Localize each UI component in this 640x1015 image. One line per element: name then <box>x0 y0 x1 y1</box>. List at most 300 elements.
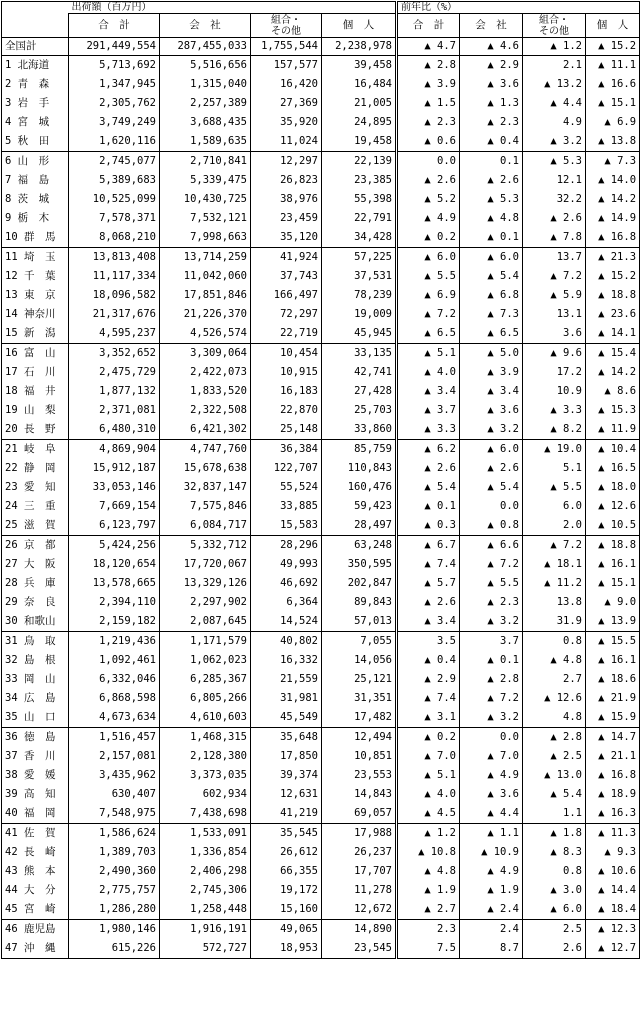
yoy-col-header-total: 合 計 <box>397 14 460 38</box>
value-individual: 89,843 <box>322 593 397 612</box>
value-union: 37,743 <box>251 267 322 286</box>
yoy-union: ▲ 2.5 <box>523 747 586 766</box>
value-union: 49,993 <box>251 555 322 574</box>
yoy-individual: ▲ 9.3 <box>586 843 640 862</box>
yoy-company: ▲ 7.2 <box>460 555 523 574</box>
value-union: 35,920 <box>251 113 322 132</box>
yoy-total: ▲ 3.7 <box>397 401 460 420</box>
prefecture-name: 9 栃 木 <box>2 209 69 228</box>
value-individual: 10,851 <box>322 747 397 766</box>
value-individual: 21,005 <box>322 94 397 113</box>
yoy-company: 8.7 <box>460 939 523 959</box>
value-total: 3,749,249 <box>69 113 160 132</box>
yoy-company: 2.4 <box>460 920 523 940</box>
value-union: 122,707 <box>251 459 322 478</box>
yoy-total: ▲ 2.6 <box>397 171 460 190</box>
value-union: 10,915 <box>251 363 322 382</box>
yoy-total: ▲ 4.9 <box>397 209 460 228</box>
yoy-union: ▲ 13.0 <box>523 766 586 785</box>
value-union: 45,549 <box>251 708 322 728</box>
yoy-company: ▲ 2.9 <box>460 56 523 76</box>
value-total: 1,286,280 <box>69 900 160 920</box>
value-total: 11,117,334 <box>69 267 160 286</box>
yoy-union: 2.0 <box>523 516 586 536</box>
value-company: 1,336,854 <box>160 843 251 862</box>
prefecture-name: 10 群 馬 <box>2 228 69 248</box>
prefecture-row <box>2 305 640 324</box>
prefecture-name: 28 兵 庫 <box>2 574 69 593</box>
yoy-union: ▲ 8.2 <box>523 420 586 440</box>
value-total: 1,586,624 <box>69 824 160 844</box>
prefecture-name: 37 香 川 <box>2 747 69 766</box>
yoy-individual: ▲ 12.7 <box>586 939 640 959</box>
yoy-union: 10.9 <box>523 382 586 401</box>
value-company: 5,332,712 <box>160 536 251 556</box>
value-union: 46,692 <box>251 574 322 593</box>
yoy-company: ▲ 4.8 <box>460 209 523 228</box>
value-individual: 57,225 <box>322 248 397 268</box>
yoy-company: ▲ 7.2 <box>460 689 523 708</box>
value-individual: 16,484 <box>322 75 397 94</box>
yoy-union: ▲ 5.4 <box>523 785 586 804</box>
prefecture-row <box>2 593 640 612</box>
value-company: 17,720,067 <box>160 555 251 574</box>
yoy-company: 3.7 <box>460 632 523 652</box>
value-union: 6,364 <box>251 593 322 612</box>
prefecture-name: 5 秋 田 <box>2 132 69 152</box>
yoy-col-header-union: 組合・ その他 <box>523 14 586 38</box>
yoy-col-header-company: 会 社 <box>460 14 523 38</box>
yoy-individual: ▲ 16.1 <box>586 555 640 574</box>
prefecture-name: 21 岐 阜 <box>2 440 69 460</box>
prefecture-row <box>2 612 640 632</box>
value-individual: 23,553 <box>322 766 397 785</box>
yoy-individual: ▲ 18.4 <box>586 900 640 920</box>
yoy-company: ▲ 4.9 <box>460 862 523 881</box>
prefecture-row <box>2 459 640 478</box>
value-company: 1,171,579 <box>160 632 251 652</box>
yoy-company: ▲ 1.9 <box>460 881 523 900</box>
value-union: 40,802 <box>251 632 322 652</box>
value-total: 21,317,676 <box>69 305 160 324</box>
value-union: 55,524 <box>251 478 322 497</box>
value-company: 1,916,191 <box>160 920 251 940</box>
yoy-union: ▲ 3.3 <box>523 401 586 420</box>
value-individual: 37,531 <box>322 267 397 286</box>
value-individual: 33,860 <box>322 420 397 440</box>
prefecture-name: 25 滋 賀 <box>2 516 69 536</box>
yoy-individual: ▲ 11.1 <box>586 56 640 76</box>
value-total: 5,389,683 <box>69 171 160 190</box>
value-company: 17,851,846 <box>160 286 251 305</box>
yoy-company: ▲ 1.1 <box>460 824 523 844</box>
prefecture-name: 19 山 梨 <box>2 401 69 420</box>
yoy-total: ▲ 6.5 <box>397 324 460 344</box>
value-individual: 11,278 <box>322 881 397 900</box>
value-total: 1,389,703 <box>69 843 160 862</box>
value-union: 35,120 <box>251 228 322 248</box>
yoy-individual: ▲ 14.4 <box>586 881 640 900</box>
yoy-individual: ▲ 16.6 <box>586 75 640 94</box>
value-union: 11,024 <box>251 132 322 152</box>
value-union: 12,631 <box>251 785 322 804</box>
prefecture-row <box>2 728 640 748</box>
yoy-individual: ▲ 7.3 <box>586 152 640 172</box>
yoy-total: ▲ 5.4 <box>397 478 460 497</box>
yoy-union: ▲ 6.0 <box>523 900 586 920</box>
value-union: 41,924 <box>251 248 322 268</box>
prefecture-name: 45 宮 崎 <box>2 900 69 920</box>
yoy-company: ▲ 3.9 <box>460 363 523 382</box>
yoy-union: ▲ 9.6 <box>523 344 586 364</box>
prefecture-row <box>2 670 640 689</box>
value-total: 6,480,310 <box>69 420 160 440</box>
prefecture-row <box>2 75 640 94</box>
yoy-union: 13.8 <box>523 593 586 612</box>
national-total-row <box>2 38 640 56</box>
value-union: 36,384 <box>251 440 322 460</box>
value-total: 1,516,457 <box>69 728 160 748</box>
yoy-union: 0.8 <box>523 632 586 652</box>
yoy-total: ▲ 4.0 <box>397 785 460 804</box>
value-total: 15,912,187 <box>69 459 160 478</box>
value-union: 16,332 <box>251 651 322 670</box>
value-company: 13,329,126 <box>160 574 251 593</box>
yoy-individual: ▲ 10.5 <box>586 516 640 536</box>
yoy-total: ▲ 10.8 <box>397 843 460 862</box>
col-header-individual: 個 人 <box>322 14 397 38</box>
prefecture-name: 44 大 分 <box>2 881 69 900</box>
prefecture-name: 17 石 川 <box>2 363 69 382</box>
value-total: 2,394,110 <box>69 593 160 612</box>
prefecture-row <box>2 632 640 652</box>
value-individual: 23,545 <box>322 939 397 959</box>
yoy-total: ▲ 5.1 <box>397 344 460 364</box>
yoy-company: ▲ 2.8 <box>460 670 523 689</box>
yoy-total: ▲ 5.1 <box>397 766 460 785</box>
prefecture-row <box>2 420 640 440</box>
prefecture-row <box>2 267 640 286</box>
value-company: 1,589,635 <box>160 132 251 152</box>
prefecture-row <box>2 824 640 844</box>
yoy-company: ▲ 6.0 <box>460 440 523 460</box>
value-company: 32,837,147 <box>160 478 251 497</box>
value-company: 2,087,645 <box>160 612 251 632</box>
value-company: 4,747,760 <box>160 440 251 460</box>
yoy-individual: ▲ 8.6 <box>586 382 640 401</box>
yoy-individual: ▲ 12.6 <box>586 497 640 516</box>
prefecture-row <box>2 324 640 344</box>
yoy-union: ▲ 18.1 <box>523 555 586 574</box>
table-body <box>2 38 640 959</box>
value-total: 2,371,081 <box>69 401 160 420</box>
yoy-individual: ▲ 14.7 <box>586 728 640 748</box>
value-individual: 25,121 <box>322 670 397 689</box>
value-individual: 17,988 <box>322 824 397 844</box>
value-company: 2,422,073 <box>160 363 251 382</box>
row-name: 全国計 <box>2 38 69 56</box>
value-company: 6,285,367 <box>160 670 251 689</box>
value-individual: 28,497 <box>322 516 397 536</box>
yoy-individual: ▲ 16.8 <box>586 228 640 248</box>
value-union: 31,981 <box>251 689 322 708</box>
value-company: 2,710,841 <box>160 152 251 172</box>
yoy-total: ▲ 2.3 <box>397 113 460 132</box>
prefecture-row <box>2 574 640 593</box>
yoy-individual: ▲ 14.9 <box>586 209 640 228</box>
value-total: 18,096,582 <box>69 286 160 305</box>
yoy-total: ▲ 1.9 <box>397 881 460 900</box>
yoy-union: 3.6 <box>523 324 586 344</box>
value-total: 1,877,132 <box>69 382 160 401</box>
value-total: 13,578,665 <box>69 574 160 593</box>
prefecture-row <box>2 440 640 460</box>
value-company: 11,042,060 <box>160 267 251 286</box>
value-union: 72,297 <box>251 305 322 324</box>
prefecture-row <box>2 862 640 881</box>
value-union: 19,172 <box>251 881 322 900</box>
yoy-individual: ▲ 18.8 <box>586 286 640 305</box>
yoy-individual: ▲ 15.3 <box>586 401 640 420</box>
value-total: 5,713,692 <box>69 56 160 76</box>
value-individual: 14,056 <box>322 651 397 670</box>
yoy-individual: ▲ 15.9 <box>586 708 640 728</box>
yoy-company: ▲ 0.1 <box>460 651 523 670</box>
yoy-total: ▲ 2.7 <box>397 900 460 920</box>
yoy-company: 0.1 <box>460 152 523 172</box>
prefecture-row <box>2 209 640 228</box>
col-header-total: 合 計 <box>69 14 160 38</box>
yoy-col-header-individual: 個 人 <box>586 14 640 38</box>
value-total: 6,123,797 <box>69 516 160 536</box>
yoy-total: ▲ 3.1 <box>397 708 460 728</box>
value-total: 7,578,371 <box>69 209 160 228</box>
value-union: 26,823 <box>251 171 322 190</box>
yoy-total: ▲ 0.2 <box>397 228 460 248</box>
yoy-individual: ▲ 23.6 <box>586 305 640 324</box>
value-company: 2,128,380 <box>160 747 251 766</box>
value-total: 4,595,237 <box>69 324 160 344</box>
yoy-total: ▲ 5.5 <box>397 267 460 286</box>
col-header-union: 組合・ その他 <box>251 14 322 38</box>
value-individual: 42,741 <box>322 363 397 382</box>
prefecture-name: 15 新 潟 <box>2 324 69 344</box>
prefecture-row <box>2 785 640 804</box>
yoy-individual: ▲ 14.2 <box>586 190 640 209</box>
value-union: 66,355 <box>251 862 322 881</box>
value-union: 166,497 <box>251 286 322 305</box>
value-company: 15,678,638 <box>160 459 251 478</box>
yoy-individual: ▲ 18.8 <box>586 536 640 556</box>
prefecture-name: 16 富 山 <box>2 344 69 364</box>
value-individual: 59,423 <box>322 497 397 516</box>
yoy-company: ▲ 3.6 <box>460 785 523 804</box>
yoy-company: ▲ 3.2 <box>460 420 523 440</box>
yoy-total: 7.5 <box>397 939 460 959</box>
value-union: 35,545 <box>251 824 322 844</box>
value-company: 1,258,448 <box>160 900 251 920</box>
yoy-total: ▲ 6.9 <box>397 286 460 305</box>
value-individual: 24,895 <box>322 113 397 132</box>
value-total: 2,159,182 <box>69 612 160 632</box>
yoy-company: ▲ 0.8 <box>460 516 523 536</box>
prefecture-row <box>2 747 640 766</box>
value-total: 615,226 <box>69 939 160 959</box>
prefecture-name: 7 福 島 <box>2 171 69 190</box>
value-company: 6,084,717 <box>160 516 251 536</box>
yoy-union: ▲ 8.3 <box>523 843 586 862</box>
prefecture-row <box>2 804 640 824</box>
value-total: 2,775,757 <box>69 881 160 900</box>
yoy-union: ▲ 19.0 <box>523 440 586 460</box>
prefecture-name: 39 高 知 <box>2 785 69 804</box>
prefecture-name: 41 佐 賀 <box>2 824 69 844</box>
value-individual: 12,672 <box>322 900 397 920</box>
yoy-union: 32.2 <box>523 190 586 209</box>
yoy-union: 13.7 <box>523 248 586 268</box>
yoy-total: ▲ 6.2 <box>397 440 460 460</box>
yoy-company: 0.0 <box>460 728 523 748</box>
yoy-total: ▲ 0.3 <box>397 516 460 536</box>
prefecture-name: 35 山 口 <box>2 708 69 728</box>
value-company: 1,315,040 <box>160 75 251 94</box>
value-company: 7,438,698 <box>160 804 251 824</box>
value-company: 3,373,035 <box>160 766 251 785</box>
value-total: 33,053,146 <box>69 478 160 497</box>
yoy-union: 6.0 <box>523 497 586 516</box>
yoy-total: ▲ 2.8 <box>397 56 460 76</box>
yoy-individual: ▲ 16.3 <box>586 804 640 824</box>
prefecture-row <box>2 113 640 132</box>
value-union: 33,885 <box>251 497 322 516</box>
yoy-total: ▲ 6.0 <box>397 248 460 268</box>
prefecture-row <box>2 228 640 248</box>
yoy-individual: ▲ 11.9 <box>586 420 640 440</box>
prefecture-row <box>2 651 640 670</box>
prefecture-row <box>2 152 640 172</box>
value-company: 2,257,389 <box>160 94 251 113</box>
value-union: 10,454 <box>251 344 322 364</box>
yoy-total: ▲ 7.4 <box>397 555 460 574</box>
value-company: 7,998,663 <box>160 228 251 248</box>
value-total: 6,868,598 <box>69 689 160 708</box>
yoy-union: ▲ 13.2 <box>523 75 586 94</box>
value-individual: 7,055 <box>322 632 397 652</box>
value-union: 35,648 <box>251 728 322 748</box>
value-company: 6,805,266 <box>160 689 251 708</box>
value-individual: 14,890 <box>322 920 397 940</box>
yoy-total: ▲ 3.4 <box>397 612 460 632</box>
value-total: 5,424,256 <box>69 536 160 556</box>
yoy-total: ▲ 6.7 <box>397 536 460 556</box>
yoy-union: ▲ 5.3 <box>523 152 586 172</box>
yoy-company: ▲ 2.6 <box>460 171 523 190</box>
yoy-individual: ▲ 9.0 <box>586 593 640 612</box>
yoy-union: 12.1 <box>523 171 586 190</box>
yoy-total: ▲ 0.2 <box>397 728 460 748</box>
yoy-union: 4.8 <box>523 708 586 728</box>
value-individual: 22,139 <box>322 152 397 172</box>
yoy-total: 3.5 <box>397 632 460 652</box>
value-company: 287,455,033 <box>160 38 251 56</box>
yoy-individual: ▲ 14.2 <box>586 363 640 382</box>
yoy-individual: ▲ 15.2 <box>586 38 640 56</box>
value-individual: 27,428 <box>322 382 397 401</box>
corner-cell <box>2 2 69 14</box>
value-company: 2,297,902 <box>160 593 251 612</box>
yoy-union: ▲ 7.2 <box>523 536 586 556</box>
value-total: 4,673,634 <box>69 708 160 728</box>
prefecture-name: 1 北海道 <box>2 56 69 76</box>
prefecture-row <box>2 497 640 516</box>
yoy-union: 13.1 <box>523 305 586 324</box>
value-individual: 69,057 <box>322 804 397 824</box>
value-individual: 17,482 <box>322 708 397 728</box>
yoy-company: ▲ 3.6 <box>460 401 523 420</box>
yoy-total: ▲ 0.4 <box>397 651 460 670</box>
value-total: 291,449,554 <box>69 38 160 56</box>
prefecture-name: 26 京 都 <box>2 536 69 556</box>
prefecture-row <box>2 190 640 209</box>
yoy-company: ▲ 0.1 <box>460 228 523 248</box>
prefecture-row <box>2 536 640 556</box>
yoy-union: 0.8 <box>523 862 586 881</box>
value-union: 25,148 <box>251 420 322 440</box>
prefecture-row <box>2 920 640 940</box>
yoy-company: ▲ 1.3 <box>460 94 523 113</box>
value-individual: 22,791 <box>322 209 397 228</box>
value-individual: 19,009 <box>322 305 397 324</box>
value-total: 13,813,408 <box>69 248 160 268</box>
value-union: 39,374 <box>251 766 322 785</box>
value-union: 28,296 <box>251 536 322 556</box>
value-company: 13,714,259 <box>160 248 251 268</box>
value-individual: 31,351 <box>322 689 397 708</box>
value-company: 1,533,091 <box>160 824 251 844</box>
value-company: 1,062,023 <box>160 651 251 670</box>
value-total: 1,620,116 <box>69 132 160 152</box>
prefecture-row <box>2 401 640 420</box>
value-total: 630,407 <box>69 785 160 804</box>
yoy-union: 31.9 <box>523 612 586 632</box>
prefecture-name: 13 東 京 <box>2 286 69 305</box>
yoy-total: 0.0 <box>397 152 460 172</box>
yoy-company: ▲ 4.4 <box>460 804 523 824</box>
value-union: 23,459 <box>251 209 322 228</box>
yoy-individual: ▲ 15.4 <box>586 344 640 364</box>
value-company: 7,575,846 <box>160 497 251 516</box>
yoy-individual: ▲ 11.3 <box>586 824 640 844</box>
value-total: 7,669,154 <box>69 497 160 516</box>
yoy-company: ▲ 2.4 <box>460 900 523 920</box>
value-union: 17,850 <box>251 747 322 766</box>
prefecture-name: 40 福 岡 <box>2 804 69 824</box>
yoy-company: ▲ 0.4 <box>460 132 523 152</box>
value-union: 12,297 <box>251 152 322 172</box>
value-individual: 14,843 <box>322 785 397 804</box>
yoy-union: ▲ 11.2 <box>523 574 586 593</box>
value-individual: 202,847 <box>322 574 397 593</box>
value-individual: 55,398 <box>322 190 397 209</box>
value-company: 10,430,725 <box>160 190 251 209</box>
value-individual: 160,476 <box>322 478 397 497</box>
value-total: 3,352,652 <box>69 344 160 364</box>
yoy-total: ▲ 3.4 <box>397 382 460 401</box>
yoy-union: ▲ 5.5 <box>523 478 586 497</box>
prefecture-name: 14 神奈川 <box>2 305 69 324</box>
prefecture-name: 46 鹿児島 <box>2 920 69 940</box>
yoy-union: ▲ 4.4 <box>523 94 586 113</box>
